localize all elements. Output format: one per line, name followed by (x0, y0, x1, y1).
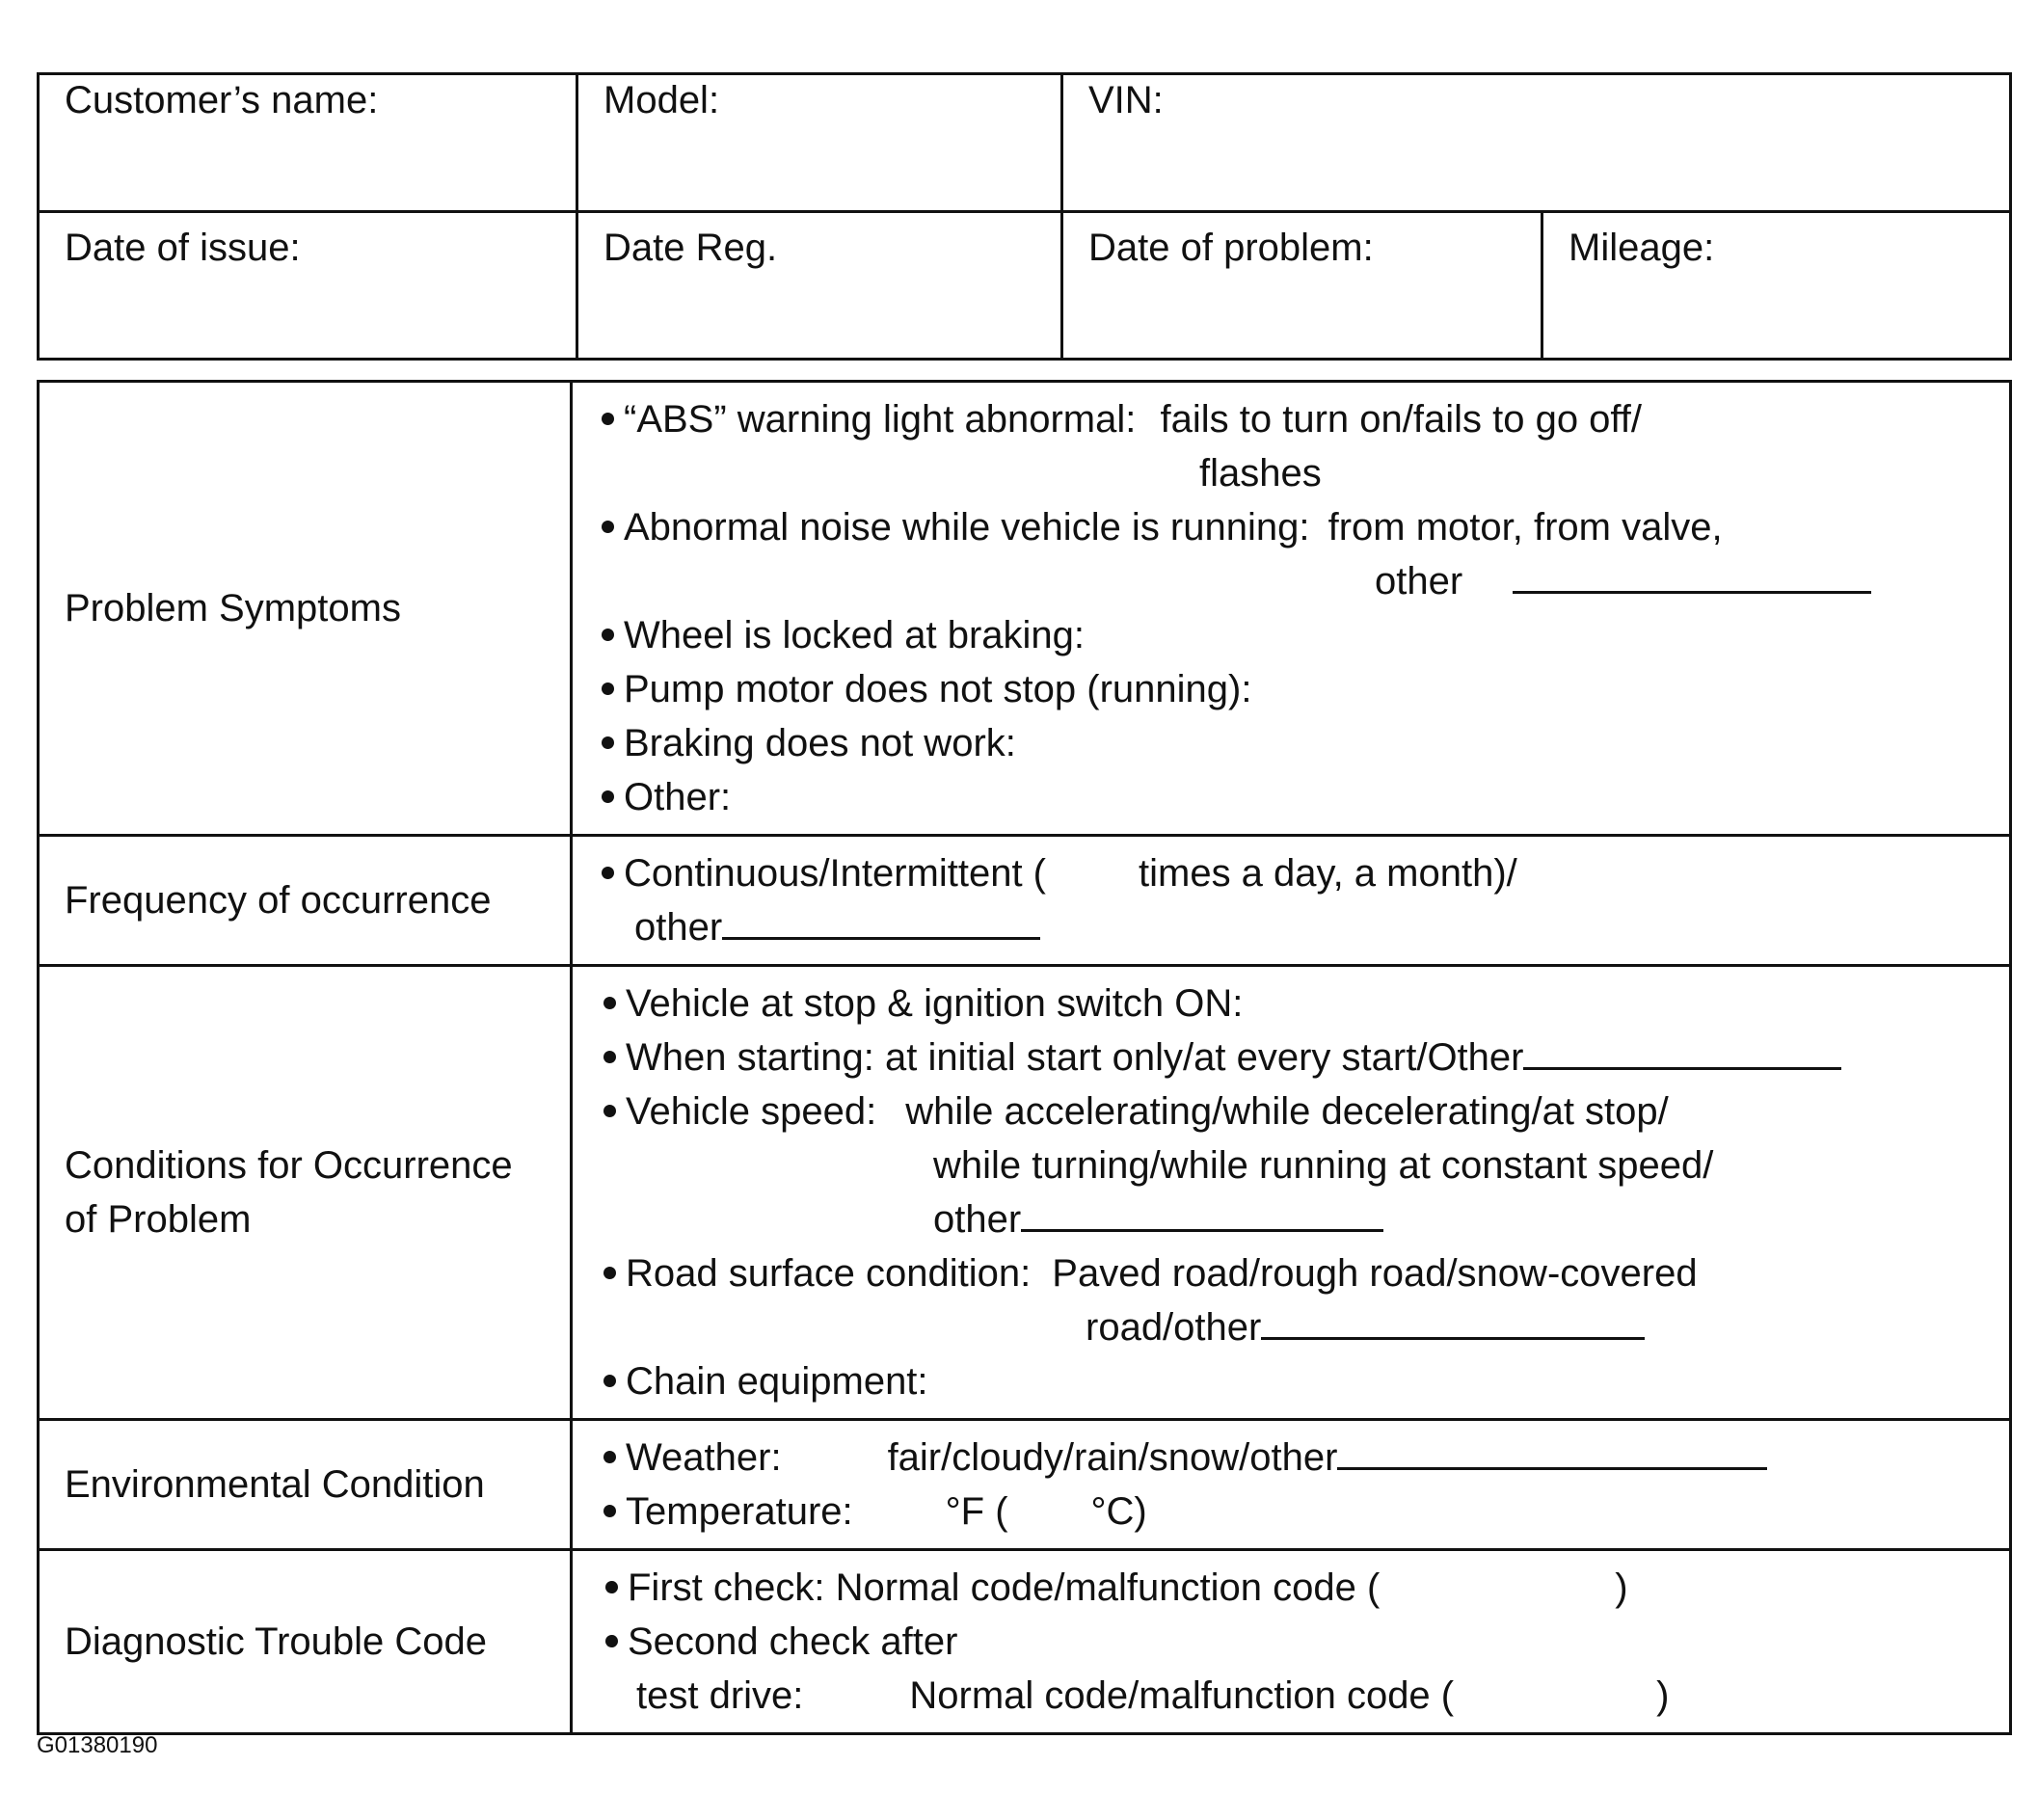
date-of-issue-field[interactable] (39, 212, 577, 360)
dtc-label: Diagnostic Trouble Code (39, 1550, 572, 1734)
wheel-locked-item[interactable]: Wheel is locked at braking: (573, 608, 2009, 662)
figure-id: G01380190 (37, 1732, 158, 1758)
bullet-icon (602, 413, 614, 425)
frequency-other-blank[interactable] (722, 902, 1040, 940)
date-of-problem-label: Date of problem: (1088, 227, 1374, 269)
chain-equipment-item[interactable]: Chain equipment: (573, 1354, 2009, 1408)
bullet-icon (603, 1375, 616, 1387)
speed-options-cont-1: while turning/while running at constant speed/ (933, 1144, 1714, 1187)
noise-other-blank[interactable] (1513, 556, 1871, 594)
model-field[interactable] (577, 74, 1062, 212)
dtc-row (39, 1550, 2011, 1734)
abs-warning-item[interactable]: “ABS” warning light abnormal: fails to turn on/fails to go off/ (573, 392, 2009, 446)
customer-name-field[interactable] (39, 74, 577, 212)
conditions-row (39, 966, 2011, 1420)
date-of-issue-label: Date of issue: (65, 227, 301, 269)
vin-field[interactable] (1062, 74, 2011, 212)
model-label: Model: (603, 79, 720, 121)
customer-info-table (37, 72, 2012, 361)
vin-label: VIN: (1088, 79, 1164, 121)
bullet-icon (602, 629, 614, 641)
other-symptom-item[interactable]: Other: (573, 770, 2009, 824)
pump-motor-item[interactable]: Pump motor does not stop (running): (573, 662, 2009, 716)
bullet-icon (605, 1635, 618, 1647)
conditions-label: Conditions for Occurrence of Problem (39, 966, 572, 1420)
bullet-icon (603, 1267, 616, 1279)
road-surface-item[interactable]: Road surface condition: Paved road/rough road/snow-covered (573, 1246, 2009, 1300)
starting-item[interactable]: When starting: at initial start only/at every start/Other (573, 1030, 2009, 1084)
bullet-icon (602, 521, 614, 533)
frequency-other: other (573, 900, 2009, 954)
dtc-content (572, 1550, 2011, 1734)
bullet-icon (602, 790, 614, 803)
speed-other-blank[interactable] (1021, 1194, 1383, 1232)
test-drive-line: test drive: Normal code/malfunction code ( ) (636, 1674, 1670, 1717)
environment-row (39, 1420, 2011, 1550)
bullet-icon (603, 1105, 616, 1117)
bullet-icon (602, 736, 614, 749)
weather-item[interactable]: Weather: fair/cloudy/rain/snow/other (573, 1431, 2009, 1485)
noise-options-cont: other (573, 554, 2009, 608)
bullet-icon (602, 682, 614, 695)
road-other-blank[interactable] (1261, 1302, 1645, 1340)
environment-content (572, 1420, 2011, 1550)
frequency-content (572, 836, 2011, 966)
bullet-icon (603, 1505, 616, 1517)
customer-name-label: Customer’s name: (65, 79, 379, 121)
problem-symptoms-row (39, 382, 2011, 836)
mileage-label: Mileage: (1569, 227, 1715, 269)
frequency-item[interactable]: Continuous/Intermittent ( times a day, a month)/ (573, 846, 2009, 900)
braking-item[interactable]: Braking does not work: (573, 716, 2009, 770)
bullet-icon (602, 867, 614, 879)
speed-options-cont-2: other (573, 1192, 2009, 1246)
bullet-icon (603, 997, 616, 1009)
bullet-icon (605, 1581, 618, 1593)
problem-symptoms-label: Problem Symptoms (39, 382, 572, 836)
mileage-field[interactable] (1542, 212, 2011, 360)
conditions-content (572, 966, 2011, 1420)
abnormal-noise-item[interactable]: Abnormal noise while vehicle is running: from motor, from valve, (573, 500, 2009, 554)
second-check-item[interactable]: Second check after (573, 1615, 2009, 1669)
starting-other-blank[interactable] (1523, 1032, 1841, 1070)
first-check-item[interactable]: First check: Normal code/malfunction code ( ) (573, 1561, 2009, 1615)
abs-options-cont: flashes (1199, 452, 1322, 495)
date-reg-field[interactable] (577, 212, 1062, 360)
temperature-item[interactable]: Temperature: °F ( °C) (573, 1485, 2009, 1539)
date-of-problem-field[interactable] (1062, 212, 1542, 360)
bullet-icon (603, 1051, 616, 1063)
date-reg-label: Date Reg. (603, 227, 778, 269)
road-options-cont: road/other (573, 1300, 2009, 1354)
frequency-label: Frequency of occurrence (39, 836, 572, 966)
environment-label: Environmental Condition (39, 1420, 572, 1550)
ignition-item[interactable]: Vehicle at stop & ignition switch ON: (573, 977, 2009, 1030)
bullet-icon (603, 1451, 616, 1463)
weather-other-blank[interactable] (1337, 1432, 1767, 1470)
problem-symptoms-content (572, 382, 2011, 836)
vehicle-speed-item[interactable]: Vehicle speed: while accelerating/while decelerating/at stop/ (573, 1084, 2009, 1138)
problem-details-table (37, 380, 2012, 1735)
frequency-row (39, 836, 2011, 966)
